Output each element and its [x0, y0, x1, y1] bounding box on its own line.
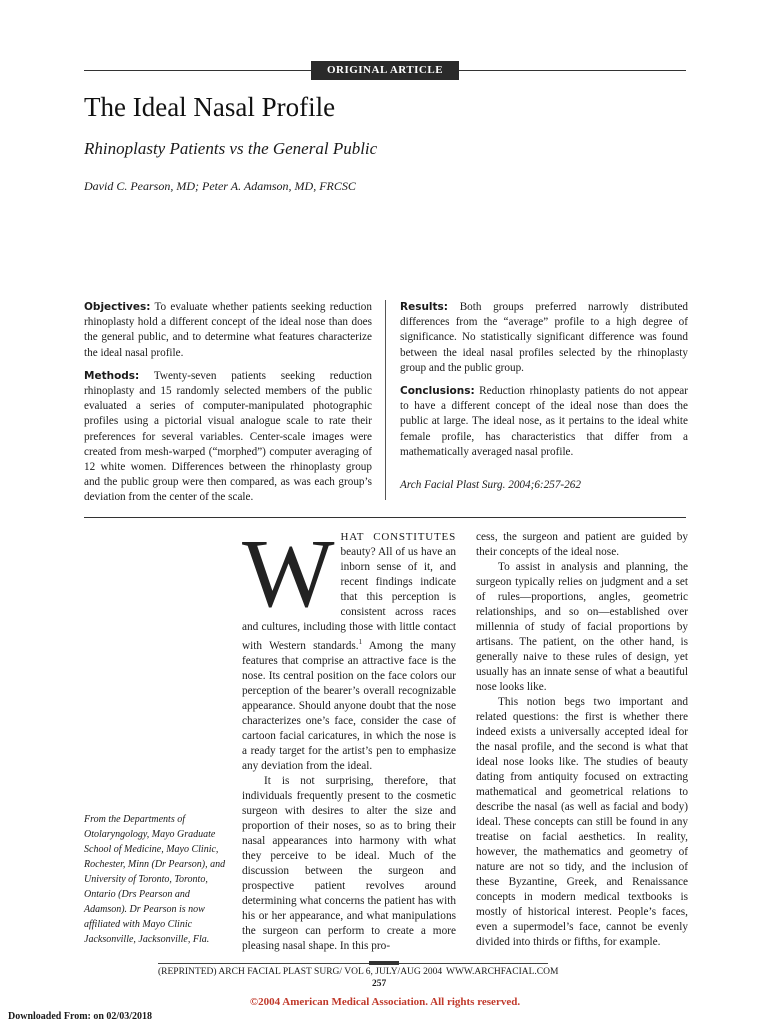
body-column-right: [476, 530, 688, 950]
results-text: Both groups preferred narrowly distributed differences from the “average” profile to a high degree of significance. No statistically significant difference was found between the ideal nasal profiles selected by the rhinoplasty group and the public group.: [400, 301, 688, 374]
conclusions-label: Conclusions:: [400, 385, 475, 398]
footer-rule-mark: [369, 961, 399, 965]
results-label: Results:: [400, 301, 448, 313]
body-paragraph-1: [242, 520, 456, 774]
abstract-left-column: [84, 300, 372, 514]
body-text: beauty? All of us have an inborn sense of it, and recent findings indicate that this perception is consistent across races and cultures, including those with little contact with Western standards.: [242, 546, 456, 652]
author-affiliation-note: From the Departments of Otolaryngology, Mayo Graduate School of Medicine, Mayo Clinic, Rochester, Minn (Dr Pearson), and University of Toronto, Toronto, Ontario (Drs Pearson and Adamson). Dr Pearson is now affiliated with Mayo Clinic Jacksonville, Jacksonville, Fla.: [84, 814, 226, 945]
methods-text: Twenty-seven patients seeking reduction rhinoplasty and 15 randomly selected members of the public evaluated a series of computer-manipulated photographic profiles using a pictorial visual analogue scale to rate their preferences for several variables. Center-scale images were created from mesh-warped (“morphed”) computer averaging of 12 white women. Differences between the rhinoplasty group and the public group were then compared, as was each group’s deviation from the center of the scale.: [84, 369, 372, 504]
abstract-column-divider: [385, 300, 386, 500]
copyright-notice: ©2004 American Medical Association. All rights reserved.: [249, 996, 521, 1008]
abstract-right-column: [400, 300, 688, 504]
author-list: David C. Pearson, MD; Peter A. Adamson, MD, FRCSC: [84, 179, 356, 193]
conclusions-text: Reduction rhinoplasty patients do not appear to have a different concept of the ideal nose than does the public at large. The ideal nose, as it pertains to the ideal white female profile, has characteristics that differ from a mathematically averaged nasal profile.: [400, 385, 688, 458]
body-text: Among the many features that comprise an attractive face is the nose. Its central position on the face colors our perception of the bearer’s overall recognizable appearance. Should anyone doubt that the nose characterizes one’s face, consider the case of cartoon facial caricatures, in which the nose is a ready target for the artist’s pen to emphasize any deviation from the ideal.: [242, 639, 456, 772]
body-paragraph-2: It is not surprising, therefore, that individuals frequently present to the cosmetic surgeon with desires to alter the size and proportion of their noses, so as to bring their nasal appearances into harmony with what they perceive to be ideal. Much of the discussion between the surgeon and prospective patient revolves around determining what concerns the patient has with his or her appearance, and what manipulations the surgeon can perform to create a more pleasing nasal shape. In this pro-: [242, 774, 456, 952]
objectives-label: Objectives:: [84, 301, 151, 313]
reference-marker[interactable]: 1: [358, 638, 363, 646]
body-paragraph-3: cess, the surgeon and patient are guided by their concepts of the ideal nose.: [476, 531, 688, 558]
abstract-conclusions: [400, 384, 688, 460]
article-subtitle: Rhinoplasty Patients vs the General Public: [84, 139, 378, 158]
lead-in-caps: HAT CONSTITUTES: [340, 531, 456, 543]
journal-citation: Arch Facial Plast Surg. 2004;6:257-262: [400, 479, 581, 492]
body-paragraph-4: To assist in analysis and planning, the surgeon typically relies on judgment and a set of rules—proportions, angles, geometric relationships, and so on—established over millennia of study of facial proportions by artisans. The patient, on the other hand, is generally naive to these rules of design, yet usually has an innate sense of what a beautiful nose looks like.: [476, 561, 688, 693]
abstract-methods: [84, 369, 372, 506]
footer-journal-info: (REPRINTED) ARCH FACIAL PLAST SURG/ VOL 6, JULY/AUG 2004: [158, 967, 443, 977]
abstract-objectives: [84, 300, 372, 361]
methods-label: Methods:: [84, 369, 140, 382]
abstract-results: [400, 300, 688, 376]
body-paragraph-5: This notion begs two important and related questions: the first is whether there indeed exists a universally accepted ideal for the nasal profile, and the second is what that ideal nose looks like. The studies of beauty dating from antiquity focused on extracting mathematical and geometrical relations to describe the nasal (as well as facial and body) ideal. These concepts can still be found in any treatise on facial aesthetics. In reality, however, the mathematics and geometry of nature are not so tidy, and the inclusion of these Byzantine, Greek, and Renaissance concepts in modern medical textbooks is mostly of historical interest. People’s faces, even a supermodel’s face, cannot be evenly divided into thirds or fifths, for example.: [476, 696, 688, 948]
footer-website[interactable]: WWW.ARCHFACIAL.COM: [446, 967, 559, 977]
page-number: 257: [372, 979, 387, 989]
body-column-middle: [242, 520, 456, 954]
article-title: The Ideal Nasal Profile: [84, 92, 336, 122]
abstract-bottom-rule: [84, 517, 686, 518]
objectives-text: To evaluate whether patients seeking reduction rhinoplasty hold a different concept of the ideal nose than does the general public, and to determine what features characterize the ideal nasal profile.: [84, 301, 372, 359]
drop-cap: W: [242, 520, 335, 628]
footer-rule: [158, 963, 548, 964]
article-type-badge: ORIGINAL ARTICLE: [311, 61, 459, 80]
download-stamp: Downloaded From: on 02/03/2018: [8, 1011, 152, 1022]
